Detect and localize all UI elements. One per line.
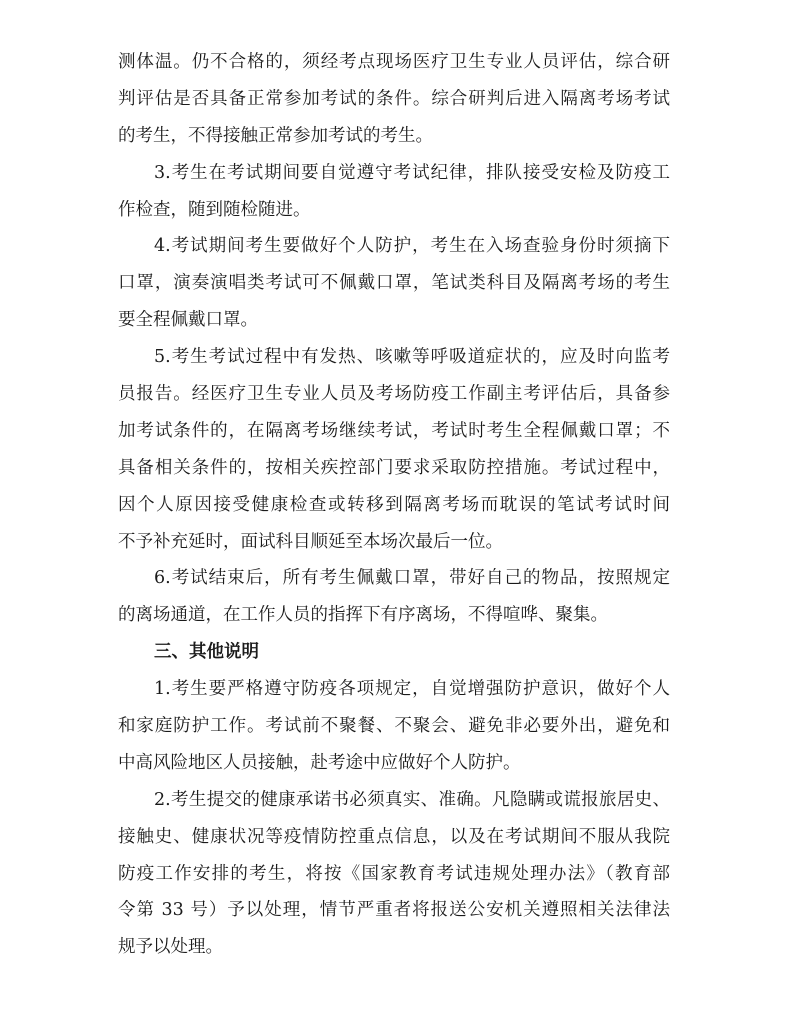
paragraph (118, 560, 670, 634)
paragraph (118, 339, 670, 560)
paragraph-line: 2.考生提交的健康承诺书必须真实、准确。凡隐瞒或谎报旅居史、 (154, 789, 670, 810)
paragraph-line: 要全程佩戴口罩。 (118, 310, 258, 331)
paragraph (118, 228, 670, 339)
paragraph-line: 中高风险地区人员接触，赴考途中应做好个人防护。 (118, 752, 521, 773)
paragraph-line: 3.考生在考试期间要自觉遵守考试纪律，排队接受安检及防疫工 (154, 162, 670, 183)
paragraph-line: 判评估是否具备正常参加考试的条件。综合研判后进入隔离考场考试 (118, 88, 670, 109)
paragraph-line: 1.考生要严格遵守防疫各项规定，自觉增强防护意识，做好个人 (154, 679, 670, 700)
paragraph-line: 令第 33 号）予以处理，情节严重者将报送公安机关遵照相关法律法 (118, 900, 670, 921)
paragraph-line: 的考生，不得接触正常参加考试的考生。 (118, 125, 433, 146)
paragraph-line: 不予补充延时，面试科目顺延至本场次最后一位。 (118, 531, 503, 552)
paragraph (118, 155, 670, 229)
paragraph-line: 口罩，演奏演唱类考试可不佩戴口罩，笔试类科目及隔离考场的考生 (118, 273, 670, 294)
paragraph (118, 44, 670, 155)
paragraph-line: 员报告。经医疗卫生专业人员及考场防疫工作副主考评估后，具备参 (118, 384, 670, 405)
paragraph-line: 4.考试期间考生要做好个人防护，考生在入场查验身份时须摘下 (154, 236, 670, 257)
paragraph (118, 782, 670, 966)
section-heading (118, 634, 670, 671)
paragraph-line: 接触史、健康状况等疫情防控重点信息，以及在考试期间不服从我院 (118, 826, 670, 847)
paragraph-line: 和家庭防护工作。考试前不聚餐、不聚会、避免非必要外出，避免和 (118, 716, 670, 737)
paragraph-line: 防疫工作安排的考生，将按《国家教育考试违规处理办法》（教育部 (118, 863, 670, 884)
heading-text: 三、其他说明 (154, 642, 259, 663)
paragraph (118, 671, 670, 782)
paragraph-line: 加考试条件的，在隔离考场继续考试，考试时考生全程佩戴口罩；不 (118, 420, 670, 441)
paragraph-line: 因个人原因接受健康检查或转移到隔离考场而耽误的笔试考试时间 (118, 494, 670, 515)
paragraph-line: 测体温。仍不合格的，须经考点现场医疗卫生专业人员评估，综合研 (118, 52, 670, 72)
paragraph-line: 规予以处理。 (118, 937, 223, 958)
document-body (118, 44, 670, 966)
paragraph-line: 5.考生考试过程中有发热、咳嗽等呼吸道症状的，应及时向监考 (154, 347, 670, 368)
paragraph-line: 6.考试结束后，所有考生佩戴口罩，带好自己的物品，按照规定 (154, 568, 670, 589)
paragraph-line: 的离场通道，在工作人员的指挥下有序离场，不得喧哗、聚集。 (118, 605, 608, 626)
paragraph-line: 具备相关条件的，按相关疾控部门要求采取防控措施。考试过程中， (118, 457, 670, 478)
paragraph-line: 作检查，随到随检随进。 (118, 199, 311, 220)
